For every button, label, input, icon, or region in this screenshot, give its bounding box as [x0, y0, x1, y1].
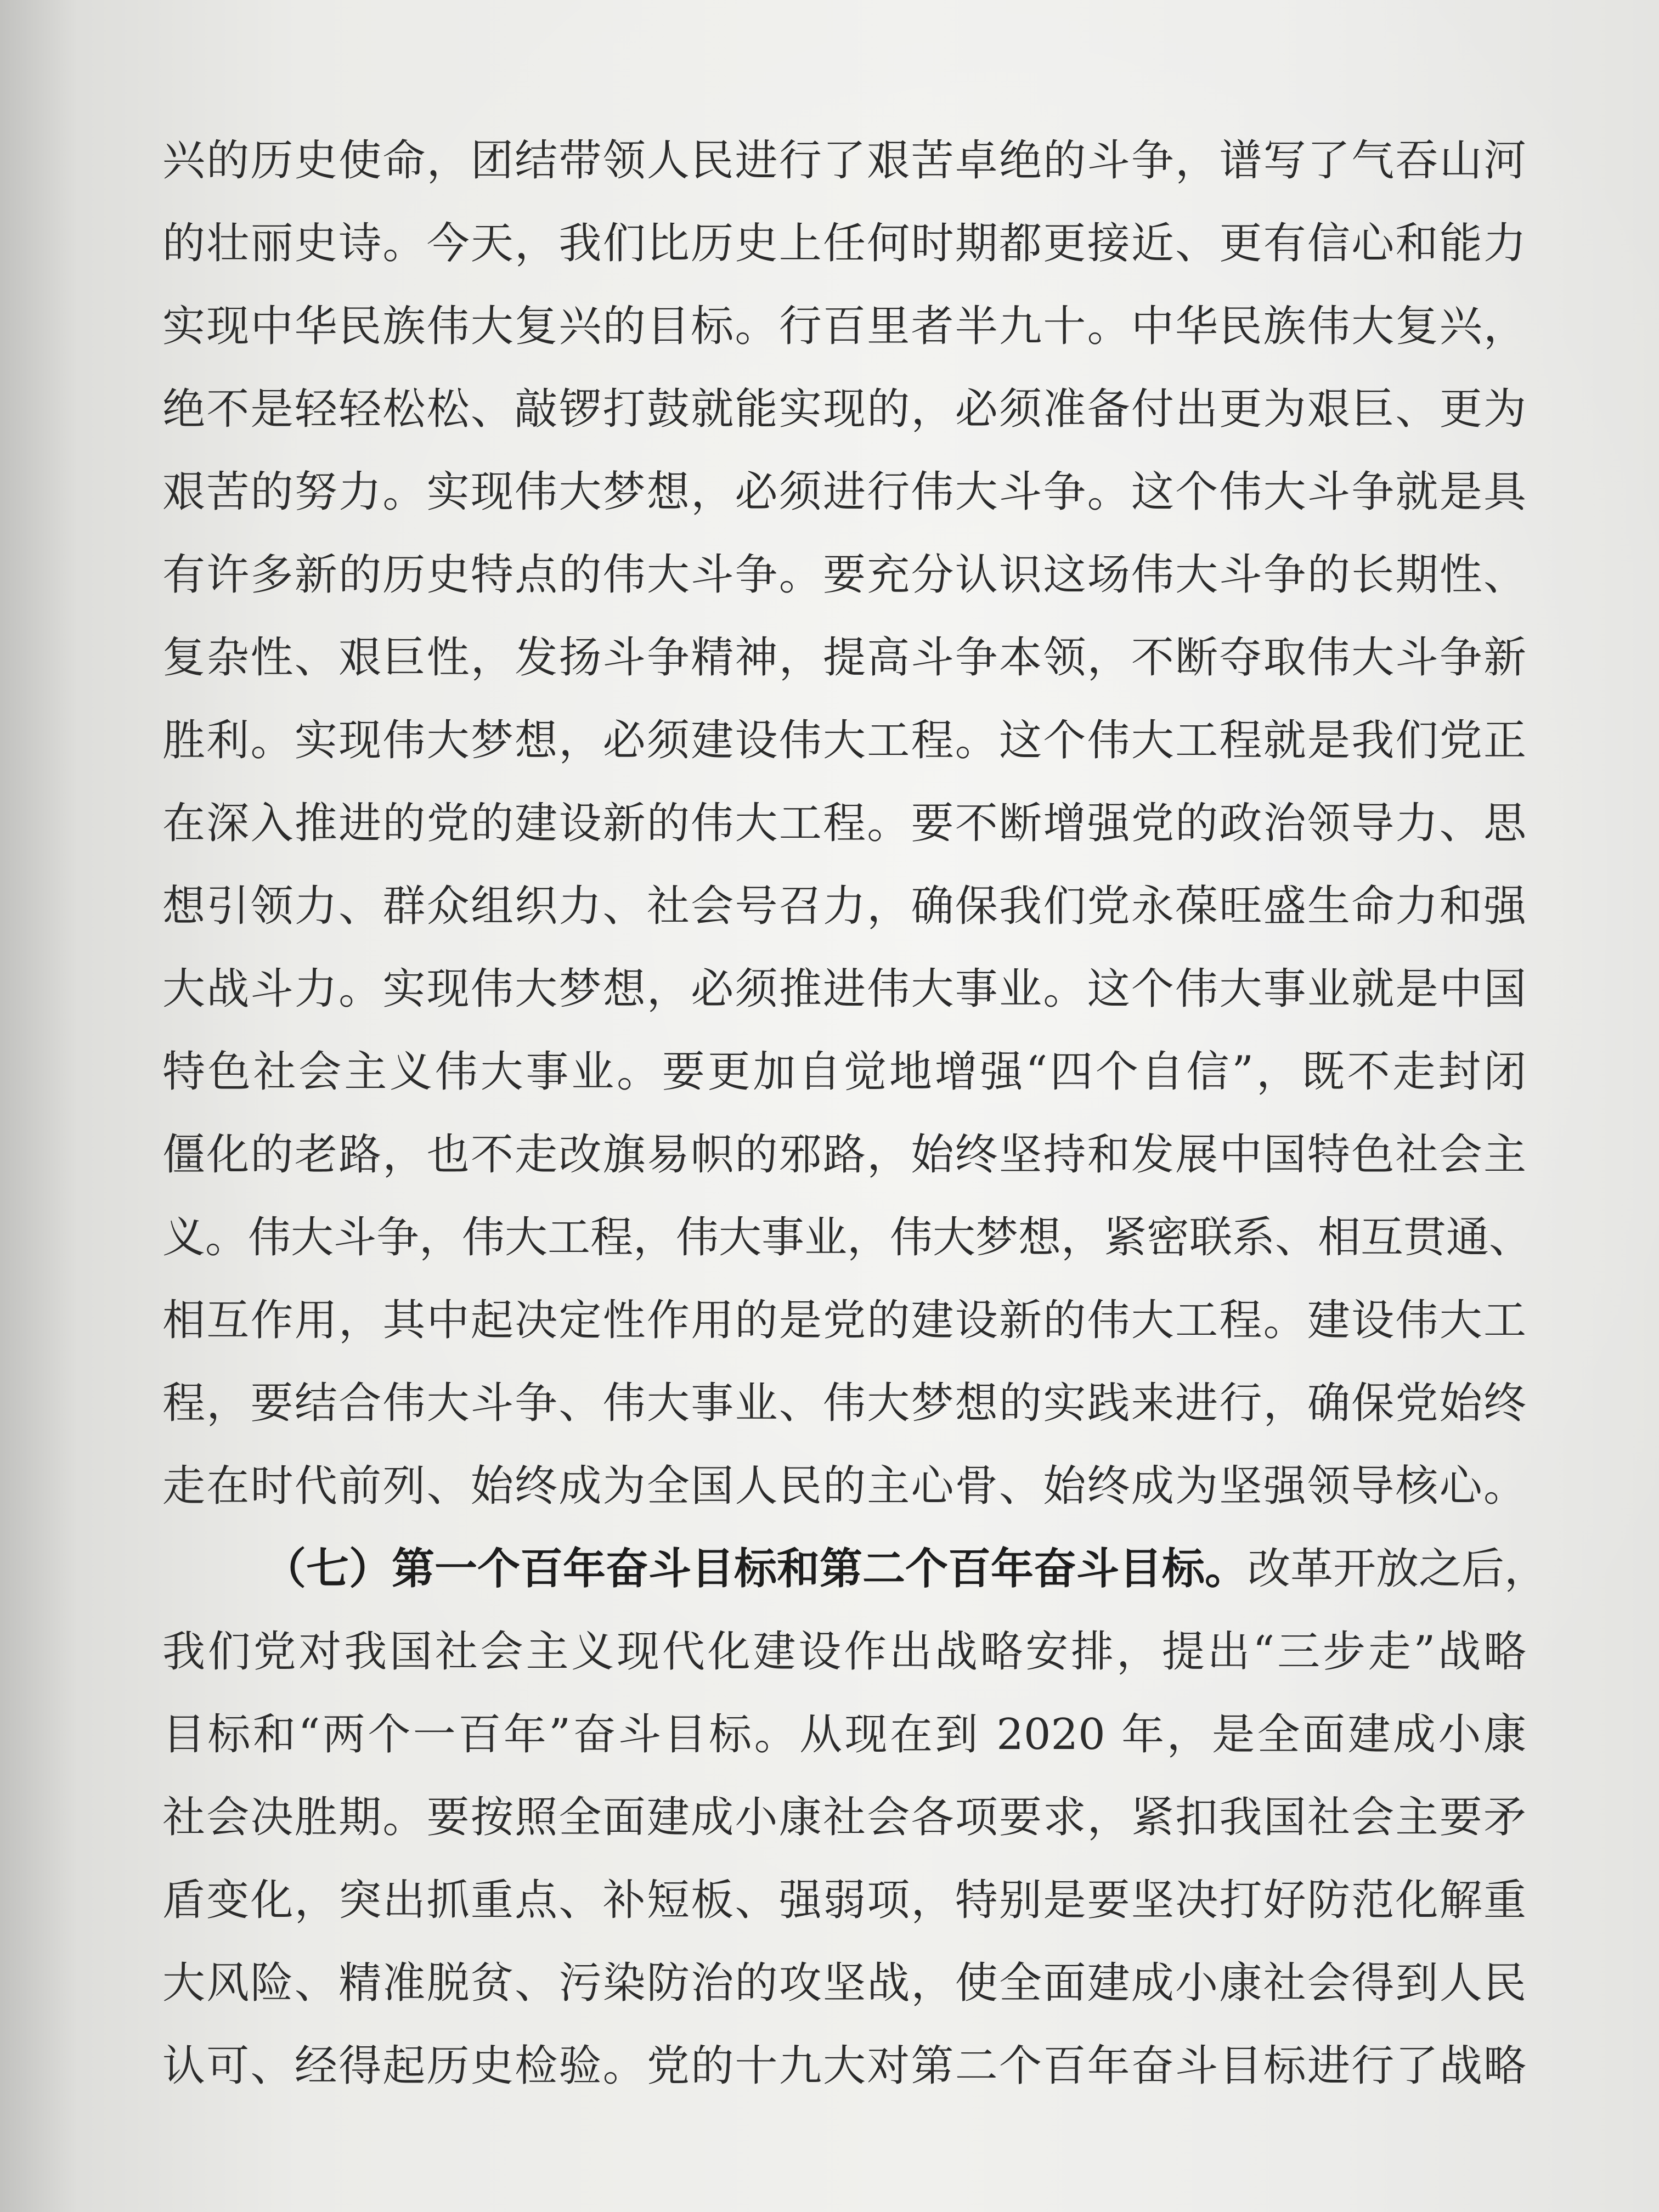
text-line: 社会决胜期。要按照全面建成小康社会各项要求，紧扣我国社会主要矛 [162, 1793, 1526, 1842]
text-line: 想引领力、群众组织力、社会号召力，确保我们党永葆旺盛生命力和强 [162, 882, 1526, 931]
text-line: 复杂性、艰巨性，发扬斗争精神，提高斗争本领，不断夺取伟大斗争新 [162, 633, 1526, 682]
text-line: 实现中华民族伟大复兴的目标。行百里者半九十。中华民族伟大复兴， [162, 302, 1526, 351]
text-line: 的壮丽史诗。今天，我们比历史上任何时期都更接近、更有信心和能力 [162, 219, 1526, 268]
text-line: 绝不是轻轻松松、敲锣打鼓就能实现的，必须准备付出更为艰巨、更为 [162, 385, 1526, 434]
text-line: 程，要结合伟大斗争、伟大事业、伟大梦想的实践来进行，确保党始终 [162, 1379, 1526, 1428]
text-line: 认可、经得起历史检验。党的十九大对第二个百年奋斗目标进行了战略 [162, 2041, 1526, 2091]
text-line: 胜利。实现伟大梦想，必须建设伟大工程。这个伟大工程就是我们党正 [162, 716, 1526, 765]
text-line: 目标和“两个一百年”奋斗目标。从现在到 2020 年，是全面建成小康 [162, 1710, 1526, 1759]
text-line: 兴的历史使命，团结带领人民进行了艰苦卓绝的斗争，谱写了气吞山河 [162, 136, 1526, 185]
text-line: 我们党对我国社会主义现代化建设作出战略安排，提出“三步走”战略 [162, 1627, 1526, 1677]
text-line: 有许多新的历史特点的伟大斗争。要充分认识这场伟大斗争的长期性、 [162, 550, 1526, 600]
text-line: 相互作用，其中起决定性作用的是党的建设新的伟大工程。建设伟大工 [162, 1296, 1526, 1345]
text-line: 特色社会主义伟大事业。要更加自觉地增强“四个自信”，既不走封闭 [162, 1047, 1526, 1097]
section-heading: （七）第一个百年奋斗目标和第二个百年奋斗目标。 [263, 1544, 1248, 1594]
body-text [162, 120, 1548, 2108]
section-heading-line [162, 1528, 1548, 1611]
text-line: 在深入推进的党的建设新的伟大工程。要不断增强党的政治领导力、思 [162, 799, 1526, 848]
text-line: 僵化的老路，也不走改旗易帜的邪路，始终坚持和发展中国特色社会主 [162, 1130, 1526, 1180]
text-line: 走在时代前列、始终成为全国人民的主心骨、始终成为坚强领导核心。 [162, 1462, 1526, 1511]
text-line: 盾变化，突出抓重点、补短板、强弱项，特别是要坚决打好防范化解重 [162, 1876, 1526, 1925]
text-line: 艰苦的努力。实现伟大梦想，必须进行伟大斗争。这个伟大斗争就是具 [162, 467, 1526, 517]
text-line: 大风险、精准脱贫、污染防治的攻坚战，使全面建成小康社会得到人民 [162, 1959, 1526, 2008]
text-line: 义。伟大斗争，伟大工程，伟大事业，伟大梦想，紧密联系、相互贯通、 [162, 1213, 1532, 1262]
section-heading-rest: 改革开放之后， [1248, 1544, 1548, 1594]
text-line: 大战斗力。实现伟大梦想，必须推进伟大事业。这个伟大事业就是中国 [162, 964, 1526, 1014]
